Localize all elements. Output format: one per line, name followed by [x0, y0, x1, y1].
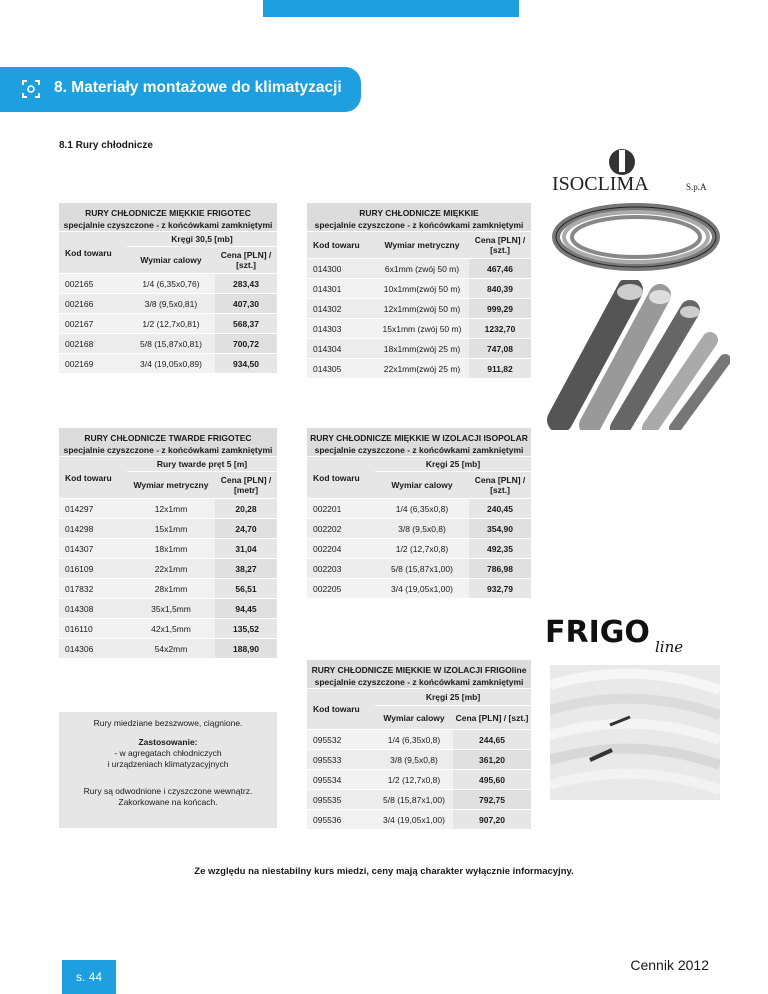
table-cell: 495,60 — [453, 770, 531, 790]
table-cell: 014300 — [307, 259, 375, 279]
header-price: Cena [PLN] / [szt.] — [469, 232, 531, 259]
header-group: Rury twarde pręt 5 [m] — [127, 457, 277, 472]
table-cell: 54x2mm — [127, 639, 215, 659]
table-cell: 014305 — [307, 359, 375, 379]
table-cell: 014308 — [59, 599, 127, 619]
table-cell: 934,50 — [215, 354, 277, 374]
table-cell: 5/8 (15,87x1,00) — [375, 790, 453, 810]
table-row — [307, 279, 531, 299]
table-cell: 94,45 — [215, 599, 277, 619]
table-cell: 244,65 — [453, 730, 531, 750]
table-cell: 747,08 — [469, 339, 531, 359]
table-cell: 999,29 — [469, 299, 531, 319]
header-group: Kręgi 30,5 [mb] — [127, 232, 277, 247]
table-cell: 20,28 — [215, 499, 277, 519]
table-row — [307, 319, 531, 339]
table-row — [307, 730, 531, 750]
table-row — [59, 499, 277, 519]
table-subtitle: specjalnie czyszczone - z końcówkami zamkniętymi — [314, 677, 524, 687]
table-cell: 014297 — [59, 499, 127, 519]
table-row — [307, 790, 531, 810]
table-cell: 5/8 (15,87x0,81) — [127, 334, 215, 354]
scan-icon — [22, 80, 40, 98]
copper-coil-photo — [552, 197, 720, 277]
table-cell: 18x1mm — [127, 539, 215, 559]
info-line: Zakorkowane na końcach. — [118, 797, 218, 807]
header-price: Cena [PLN] / [szt.] — [469, 472, 531, 499]
header-code: Kod towaru — [59, 457, 127, 499]
table-cell: 31,04 — [215, 539, 277, 559]
info-line: i urządzeniach klimatyzacyjnych — [107, 759, 229, 769]
table-cell: 6x1mm (zwój 50 m) — [375, 259, 469, 279]
table-cell: 095533 — [307, 750, 375, 770]
table-cell: 467,46 — [469, 259, 531, 279]
table-cell: 38,27 — [215, 559, 277, 579]
table-cell: 002166 — [59, 294, 127, 314]
table-cell: 3/4 (19,05x0,89) — [127, 354, 215, 374]
header-code: Kod towaru — [59, 232, 127, 274]
table-title: RURY CHŁODNICZE MIĘKKIE — [359, 208, 479, 218]
table-title: RURY CHŁODNICZE MIĘKKIE FRIGOTEC — [85, 208, 251, 218]
header-price: Cena [PLN] / [szt.] — [215, 247, 277, 274]
table-row — [307, 359, 531, 379]
isoclima-logo — [550, 148, 718, 194]
table-cell: 002165 — [59, 274, 127, 294]
table-cell: 3/8 (9,5x0,81) — [127, 294, 215, 314]
table-frigotec-hard — [59, 428, 277, 658]
isoclima-logo-text: ISOCLIMA — [552, 173, 649, 194]
table-cell: 014306 — [59, 639, 127, 659]
header-price: Cena [PLN] / [szt.] — [453, 706, 531, 730]
table-cell: 014302 — [307, 299, 375, 319]
section-banner — [0, 67, 361, 112]
table-cell: 017832 — [59, 579, 127, 599]
table-row — [59, 274, 277, 294]
table-cell: 002167 — [59, 314, 127, 334]
frigoline-logo-suffix: line — [655, 638, 684, 652]
info-heading: Zastosowanie: — [138, 737, 198, 747]
table-cell: 18x1mm(zwój 25 m) — [375, 339, 469, 359]
table-title: RURY CHŁODNICZE MIĘKKIE W IZOLACJI FRIGOline — [311, 665, 527, 675]
header-dim: Wymiar metryczny — [127, 472, 215, 499]
table-cell: 016110 — [59, 619, 127, 639]
catalog-label: Cennik 2012 — [630, 957, 709, 973]
table-cell: 240,45 — [469, 499, 531, 519]
table-cell: 15x1mm (zwój 50 m) — [375, 319, 469, 339]
table-cell: 5/8 (15,87x1,00) — [375, 559, 469, 579]
table-cell: 188,90 — [215, 639, 277, 659]
table-cell: 492,35 — [469, 539, 531, 559]
table-cell: 786,98 — [469, 559, 531, 579]
table-cell: 840,39 — [469, 279, 531, 299]
price-note: Ze względu na niestabilny kurs miedzi, ceny mają charakter wyłącznie informacyjny. — [194, 866, 574, 877]
header-code: Kod towaru — [307, 689, 375, 730]
table-row — [59, 619, 277, 639]
table-row — [59, 599, 277, 619]
header-price: Cena [PLN] / [metr] — [215, 472, 277, 499]
table-cell: 56,51 — [215, 579, 277, 599]
table-cell: 014303 — [307, 319, 375, 339]
frigoline-logo — [545, 612, 705, 652]
table-cell: 095534 — [307, 770, 375, 790]
table-soft-metric — [307, 203, 531, 378]
table-cell: 1/4 (6,35x0,8) — [375, 730, 453, 750]
table-isopolar — [307, 428, 531, 598]
table-row — [59, 639, 277, 659]
page-number: s. 44 — [62, 960, 116, 994]
table-subtitle: specjalnie czyszczone - z końcówkami zamkniętymi — [63, 445, 273, 455]
table-cell: 1/2 (12,7x0,81) — [127, 314, 215, 334]
table-row — [307, 299, 531, 319]
table-cell: 095535 — [307, 790, 375, 810]
table-cell: 932,79 — [469, 579, 531, 599]
table-cell: 22x1mm(zwój 25 m) — [375, 359, 469, 379]
table-row — [59, 579, 277, 599]
top-accent-bar — [263, 0, 519, 17]
info-box — [59, 712, 277, 828]
table-cell: 700,72 — [215, 334, 277, 354]
table-cell: 24,70 — [215, 519, 277, 539]
table-cell: 002168 — [59, 334, 127, 354]
table-cell: 361,20 — [453, 750, 531, 770]
subsection-title: 8.1 Rury chłodnicze — [59, 140, 153, 151]
table-row — [59, 294, 277, 314]
table-cell: 002201 — [307, 499, 375, 519]
table-cell: 15x1mm — [127, 519, 215, 539]
table-cell: 002204 — [307, 539, 375, 559]
table-cell: 407,30 — [215, 294, 277, 314]
table-cell: 568,37 — [215, 314, 277, 334]
frigoline-logo-text: FRIGO — [545, 615, 650, 650]
table-cell: 1/2 (12,7x0,8) — [375, 770, 453, 790]
table-cell: 10x1mm(zwój 50 m) — [375, 279, 469, 299]
header-code: Kod towaru — [307, 457, 375, 499]
table-row — [307, 750, 531, 770]
table-cell: 016109 — [59, 559, 127, 579]
table-frigoline — [307, 660, 531, 829]
header-group: Kręgi 25 [mb] — [375, 457, 531, 472]
table-cell: 12x1mm(zwój 50 m) — [375, 299, 469, 319]
table-cell: 35x1,5mm — [127, 599, 215, 619]
table-cell: 792,75 — [453, 790, 531, 810]
table-cell: 095532 — [307, 730, 375, 750]
table-cell: 014298 — [59, 519, 127, 539]
table-cell: 1/4 (6,35x0,8) — [375, 499, 469, 519]
table-subtitle: specjalnie czyszczone - z końcówkami zamkniętymi — [314, 445, 524, 455]
info-line: Rury miedziane bezszwowe, ciągnione. — [93, 718, 243, 728]
table-row — [59, 519, 277, 539]
table-title: RURY CHŁODNICZE MIĘKKIE W IZOLACJI ISOPOLAR — [310, 433, 528, 443]
table-cell: 283,43 — [215, 274, 277, 294]
table-frigotec-soft — [59, 203, 277, 373]
table-row — [59, 539, 277, 559]
table-row — [59, 354, 277, 374]
table-cell: 014301 — [307, 279, 375, 299]
table-row — [307, 339, 531, 359]
table-row — [307, 499, 531, 519]
table-cell: 002203 — [307, 559, 375, 579]
table-cell: 42x1,5mm — [127, 619, 215, 639]
table-cell: 22x1mm — [127, 559, 215, 579]
table-cell: 911,82 — [469, 359, 531, 379]
table-cell: 014304 — [307, 339, 375, 359]
table-row — [307, 810, 531, 830]
header-dim: Wymiar calowy — [375, 472, 469, 499]
table-cell: 002205 — [307, 579, 375, 599]
table-cell: 135,52 — [215, 619, 277, 639]
table-title: RURY CHŁODNICZE TWARDE FRIGOTEC — [84, 433, 252, 443]
insulated-pipes-photo — [550, 665, 720, 800]
table-cell: 3/8 (9,5x0,8) — [375, 750, 453, 770]
table-cell: 1232,70 — [469, 319, 531, 339]
table-subtitle: specjalnie czyszczone - z końcówkami zamkniętymi — [63, 220, 273, 230]
table-row — [307, 539, 531, 559]
rigid-pipes-photo — [540, 280, 730, 430]
header-dim: Wymiar calowy — [127, 247, 215, 274]
header-code: Kod towaru — [307, 232, 375, 259]
table-row — [307, 559, 531, 579]
info-line: - w agregatach chłodniczych — [114, 748, 222, 758]
table-cell: 28x1mm — [127, 579, 215, 599]
table-row — [307, 519, 531, 539]
table-cell: 907,20 — [453, 810, 531, 830]
table-row — [307, 579, 531, 599]
header-dim: Wymiar metryczny — [375, 232, 469, 259]
info-line: Rury są odwodnione i czyszczone wewnątrz. — [83, 786, 253, 796]
table-cell: 1/2 (12,7x0,8) — [375, 539, 469, 559]
table-cell: 002202 — [307, 519, 375, 539]
table-cell: 1/4 (6,35x0,76) — [127, 274, 215, 294]
table-row — [307, 770, 531, 790]
table-row — [59, 314, 277, 334]
table-cell: 12x1mm — [127, 499, 215, 519]
table-cell: 354,90 — [469, 519, 531, 539]
table-cell: 095536 — [307, 810, 375, 830]
header-group: Kręgi 25 [mb] — [375, 689, 531, 706]
table-cell: 014307 — [59, 539, 127, 559]
header-dim: Wymiar calowy — [375, 706, 453, 730]
table-subtitle: specjalnie czyszczone - z końcówkami zamkniętymi — [314, 220, 524, 230]
table-cell: 3/4 (19,05x1,00) — [375, 810, 453, 830]
section-title: 8. Materiały montażowe do klimatyzacji — [54, 79, 342, 96]
table-row — [307, 259, 531, 279]
table-row — [59, 334, 277, 354]
table-cell: 3/8 (9,5x0,8) — [375, 519, 469, 539]
table-cell: 3/4 (19,05x1,00) — [375, 579, 469, 599]
table-row — [59, 559, 277, 579]
table-cell: 002169 — [59, 354, 127, 374]
isoclima-logo-suffix: S.p.A — [686, 182, 707, 192]
